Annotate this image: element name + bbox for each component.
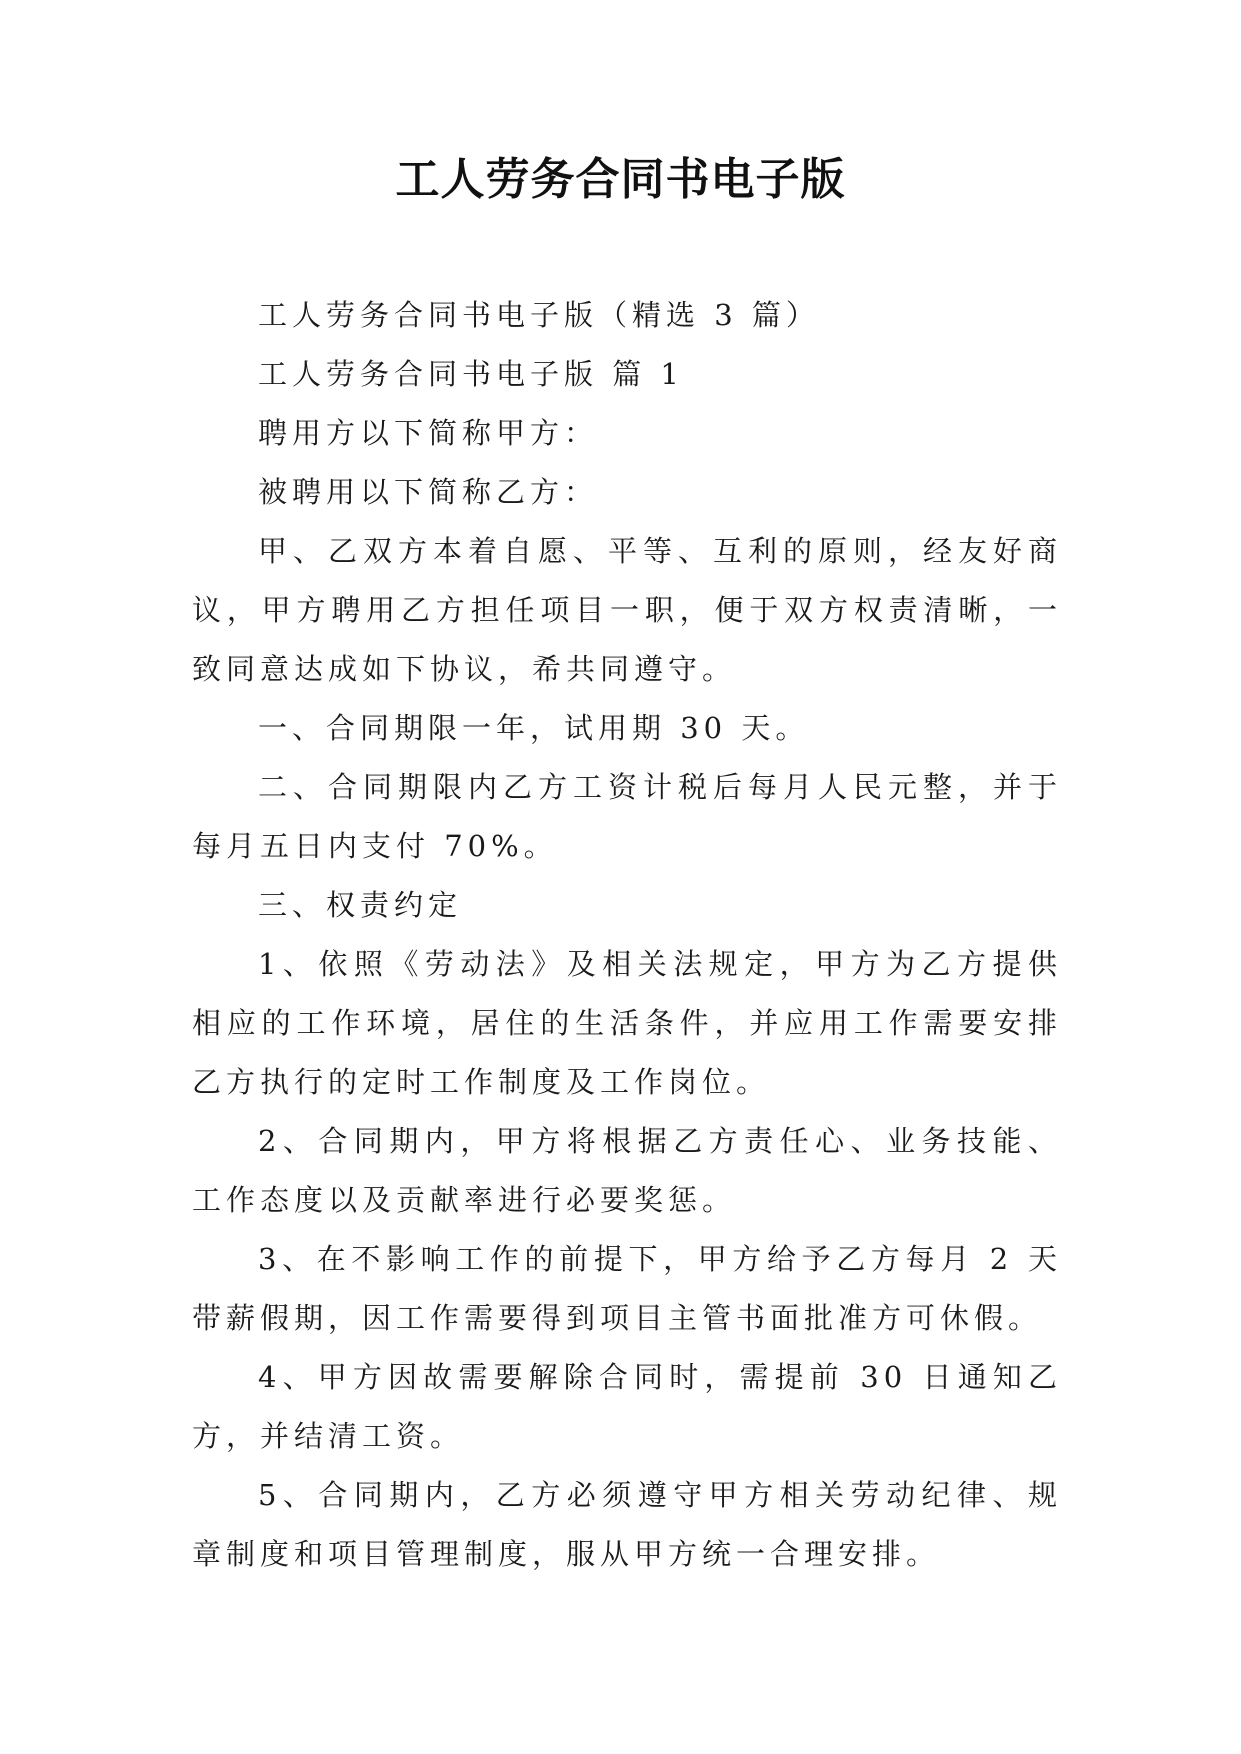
paragraph-clause-5: 5、合同期内，乙方必须遵守甲方相关劳动纪律、规章制度和项目管理制度，服从甲方统一合理安排。 xyxy=(192,1478,1062,1571)
paragraph-employer: 聘用方以下简称甲方： xyxy=(258,416,599,450)
paragraph-rights-heading: 三、权责约定 xyxy=(258,888,463,922)
paragraph-clause-3: 3、在不影响工作的前提下，甲方给予乙方每月 2 天带薪假期，因工作需要得到项目主管书面批准方可休假。 xyxy=(192,1242,1062,1335)
document-body xyxy=(192,286,1062,1584)
paragraph-term: 一、合同期限一年，试用期 30 天。 xyxy=(258,711,810,745)
paragraph-clause-2: 2、合同期内，甲方将根据乙方责任心、业务技能、工作态度以及贡献率进行必要奖惩。 xyxy=(192,1124,1062,1217)
document-title: 工人劳务合同书电子版 xyxy=(395,154,846,205)
paragraph-employee: 被聘用以下简称乙方： xyxy=(258,475,599,509)
paragraph-part-heading: 工人劳务合同书电子版 篇 1 xyxy=(258,357,684,391)
paragraph-clause-1: 1、依照《劳动法》及相关法规定，甲方为乙方提供相应的工作环境，居住的生活条件，并应用工作需要安排乙方执行的定时工作制度及工作岗位。 xyxy=(192,947,1062,1099)
paragraph-clause-4: 4、甲方因故需要解除合同时，需提前 30 日通知乙方，并结清工资。 xyxy=(192,1360,1062,1453)
paragraph-collection-heading: 工人劳务合同书电子版（精选 3 篇） xyxy=(258,298,820,332)
paragraph-salary: 二、合同期限内乙方工资计税后每月人民元整，并于每月五日内支付 70%。 xyxy=(192,770,1062,863)
paragraph-preamble: 甲、乙双方本着自愿、平等、互利的原则，经友好商议，甲方聘用乙方担任项目一职，便于双方权责清晰，一致同意达成如下协议，希共同遵守。 xyxy=(192,534,1062,686)
